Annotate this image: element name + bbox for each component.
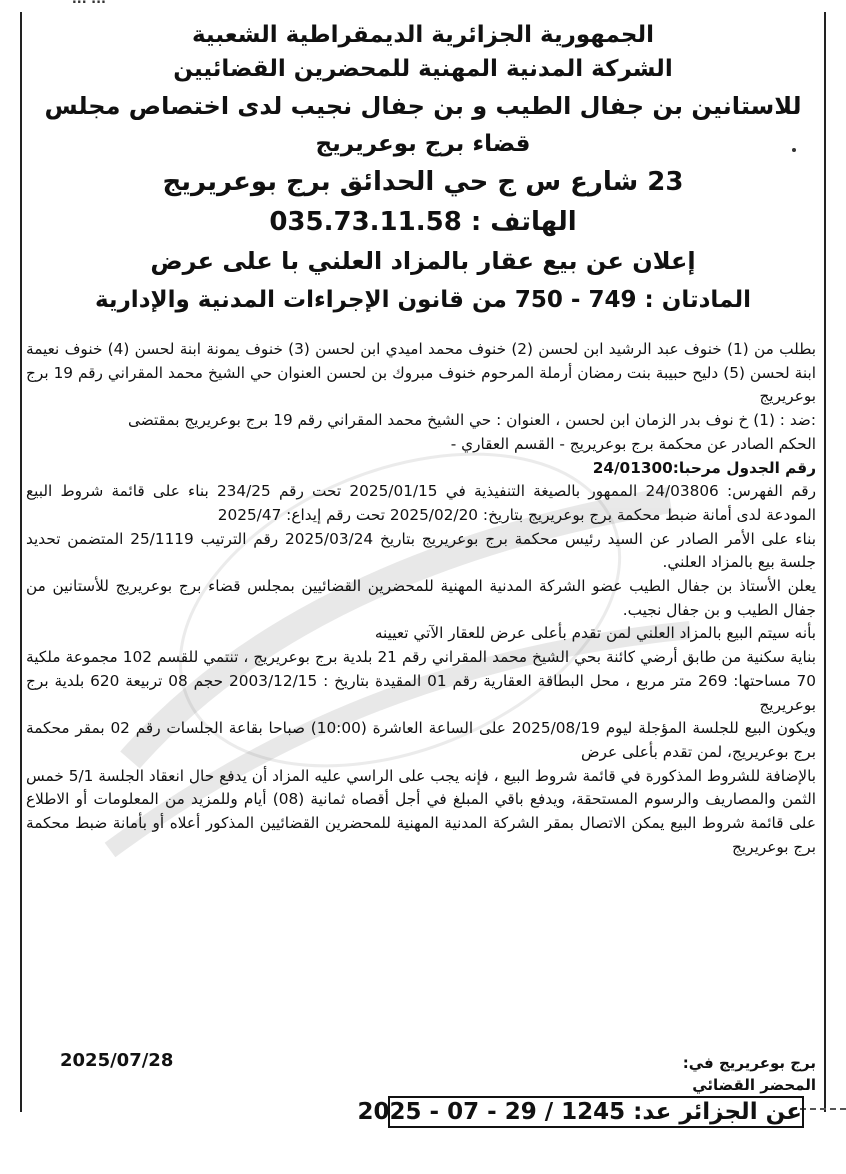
signature-block <box>683 1052 816 1096</box>
order-paragraph: بناء على الأمر الصادر عن السيد رئيس محكمة برج بوعريريج بتاريخ 2025/03/24 رقم الترتيب 25/1119 المتضمن تحديد جلسة بيع بالمزاد العلني. <box>26 529 817 572</box>
judgment-line: الحكم الصادر عن محكمة برج بوعريريج - القسم العقاري - <box>450 434 816 453</box>
signature-date: 2025/07/28 <box>60 1050 174 1071</box>
against-paragraph: :ضد : (1) خ نوف بدر الزمان ابن لحسن ، العنوان : حي الشيخ محمد المقراني رقم 19 برج بوعريريج بمقتضى <box>128 411 816 430</box>
document-header <box>30 18 816 320</box>
publication-stamp: عن الجزائر عد: 1245 / 29 - 07 - 2025 <box>388 1096 804 1128</box>
sale-intro: بأنه سيتم البيع بالمزاد العلني لمن تقدم بأعلى عرض للعقار الآتي تعيينه <box>374 624 816 643</box>
signature-place: برج بوعريريج في: <box>682 1054 816 1072</box>
requesters-paragraph: بطلب من (1) خنوف عبد الرشيد ابن لحسن (2) خنوف محمد اميدي ابن لحسن (3) خنوف يمونة ابنة لحسن (4) خنوف نعيمة ابنة لحسن (5) دليح حبيبة بنت رمضان أرملة المرحوم خنوف مبروك بن لحسن العنوان حي الشيخ محمد المقراني رقم 19 برج بوعريريج <box>26 340 817 406</box>
signature-title: المحضر القضائي <box>692 1076 816 1094</box>
court-jurisdiction: قضاء برج بوعريريج <box>315 131 531 157</box>
cropped-header-fragment <box>72 0 106 7</box>
case-number-line: رقم الجدول مرحبا:24/01300 <box>592 458 816 477</box>
republic-title: الجمهورية الجزائرية الديمقراطية الشعبية <box>191 22 655 48</box>
company-name: الشركة المدنية المهنية للمحضرين القضائيين <box>173 56 673 82</box>
announcement-paragraph: يعلن الأستاذ بن جفال الطيب عضو الشركة المدنية المهنية للمحضرين القضائيين بمجلس قضاء برج بوعريريج للأستانين من جفال الطيب و بن جفال نجيب. <box>26 577 816 619</box>
office-address: 23 شارع س ج حي الحدائق برج بوعريريج <box>162 167 684 197</box>
index-paragraph: رقم الفهرس: 24/03806 الممهور بالصيغة التنفيذية في 2025/01/15 تحت رقم 234/25 بناء على قائمة شروط البيع المودعة لدى أمانة ضبط محكمة برج بوعريريج بتاريخ: 2025/02/20 تحت رقم إيداع: 2025/47 <box>26 482 816 524</box>
property-description: بناية سكنية من طابق أرضي كائنة بحي الشيخ محمد المقراني رقم 21 بلدية برج بوعريريج ، تنتمي للقسم 102 مجموعة ملكية 70 مساحتها: 269 متر مربع ، محل البطاقة العقارية رقم 01 المقيدة بتاريخ : 2003/12/15 حجم 08 تربيعة 620 بلدية برج بوعريريج <box>26 648 817 714</box>
cut-line <box>800 1108 846 1110</box>
notice-body <box>26 338 816 859</box>
payment-conditions: بالإضافة للشروط المذكورة في قائمة شروط البيع ، فإنه يجب على الراسي عليه المزاد أن يدفع حال انعقاد الجلسة 5/1 خمس الثمن والمصاريف والرسوم المستحقة، ويدفع باقي المبلغ في أجل أقصاه ثمانية (08) أيام وللمزيد من المعلومات أو الاطلاع على قائمة شروط البيع يمكن الاتصال بمقر الشركة المدنية المهنية للمحضرين القضائيين المذكور أعلاه أو بأمانة ضبط محكمة برج بوعريريج <box>26 766 817 856</box>
phone-number: الهاتف : 035.73.11.58 <box>269 207 577 237</box>
session-details: ويكون البيع للجلسة المؤجلة ليوم 2025/08/19 على الساعة العاشرة (10:00) صباحا بقاعة الجلسات رقم 02 بمقر محكمة برج بوعريريج، لمن تقدم بأعلى عرض <box>26 719 816 761</box>
legal-articles: المادتان : 749 - 750 من قانون الإجراءات المدنية والإدارية <box>94 287 751 313</box>
notice-title: إعلان عن بيع عقار بالمزاد العلني با على عرض <box>150 247 696 275</box>
bailiffs-names: للاستانين بن جفال الطيب و بن جفال نجيب لدى اختصاص مجلس <box>44 92 802 120</box>
